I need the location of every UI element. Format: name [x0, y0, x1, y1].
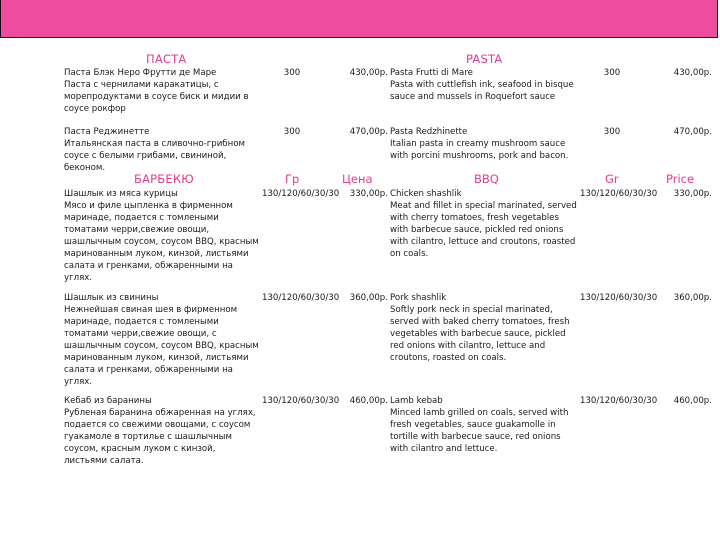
- bbq-heading-ru: БАРБЕКЮ: [134, 172, 194, 186]
- item-name: Паста Реджинетте: [64, 127, 150, 137]
- item-description: Рубленая баранина обжаренная на углях, подается со свежими овощами, с соусом гуакамоле в тортилье с шашлычным соусом, красным луком с кинзой, листьями салата.: [64, 408, 256, 466]
- menu-item-en: [390, 67, 578, 103]
- item-weight: 130/120/60/30/30: [580, 396, 658, 406]
- item-name: Pasta Frutti di Mare: [390, 68, 473, 78]
- item-price: 470,00р.: [349, 127, 388, 137]
- item-weight: 130/120/60/30/30: [262, 396, 340, 406]
- item-price: 360,00р.: [673, 293, 712, 303]
- price-header-en: Price: [666, 172, 695, 186]
- item-name: Pasta Redzhinette: [390, 127, 468, 137]
- price-header-ru: Цена: [342, 172, 373, 186]
- item-description: Meat and fillet in special marinated, served with cherry tomatoes, fresh vegetables with barbecue sauce, pickled red onions with cilantro, lettuce and croutons, roasted on coals.: [390, 201, 577, 259]
- item-name: Паста Блэк Неро Фрутти де Маре: [64, 68, 217, 78]
- menu-item-en: [390, 395, 578, 455]
- item-weight: 300: [283, 127, 301, 137]
- item-price: 470,00р.: [673, 127, 712, 137]
- item-weight: 300: [603, 68, 621, 78]
- menu-item-ru: [64, 188, 259, 284]
- menu-item-ru: [64, 292, 259, 388]
- item-weight: 300: [283, 68, 301, 78]
- item-description: Нежнейшая свиная шея в фирменном маринаде, подается с томлеными томатами черри,свежие овощи, с шашлычным соусом, соусом BBQ, красным маринованным луком, кинзой, листьями салата и гренками, обжаренными на углях.: [64, 305, 259, 387]
- gr-header-ru: Гр: [285, 172, 300, 186]
- menu-item-ru: [64, 126, 269, 174]
- item-weight: 130/120/60/30/30: [580, 293, 658, 303]
- item-price: 430,00р.: [673, 68, 712, 78]
- item-weight: 130/120/60/30/30: [262, 293, 340, 303]
- item-weight: 130/120/60/30/30: [262, 189, 340, 199]
- item-description: Softly pork neck in special marinated, served with baked cherry tomatoes, fresh vegetables with barbecue sauce, pickled red onions with cilantro, lettuce and croutons, roasted on coals.: [390, 305, 570, 363]
- item-price: 330,00р.: [349, 189, 388, 199]
- item-description: Italian pasta in creamy mushroom sauce with porcini mushrooms, pork and bacon.: [390, 139, 569, 161]
- bbq-heading-en: BBQ: [474, 172, 499, 186]
- item-name: Pork shashlik: [390, 293, 447, 303]
- item-description: Мясо и филе цыпленка в фирменном маринаде, подается с томлеными томатами черри,свежие овощи, шашлычным соусом, соусом BBQ, красным маринованным луком, кинзой, листьями салата и гренками, обжаренными на углях.: [64, 201, 259, 283]
- item-name: Шашлык из свинины: [64, 293, 159, 303]
- item-price: 460,00р.: [349, 396, 388, 406]
- menu-item-en: [390, 292, 578, 364]
- item-name: Lamb kebab: [390, 396, 443, 406]
- gr-header-en: Gr: [605, 172, 619, 186]
- item-price: 330,00р.: [673, 189, 712, 199]
- header-bar: [0, 0, 718, 38]
- item-description: Pasta with cuttlefish ink, seafood in bisque sauce and mussels in Roquefort sauce: [390, 80, 574, 102]
- menu-item-ru: [64, 395, 259, 467]
- item-price: 460,00р.: [673, 396, 712, 406]
- item-price: 360,00р.: [349, 293, 388, 303]
- item-description: Паста с чернилами каракатицы, с морепродуктами в соусе биск и мидии в соусе рокфор: [64, 80, 249, 114]
- menu-item-en: [390, 126, 578, 162]
- menu-item-ru: [64, 67, 269, 115]
- item-description: Итальянская паста в сливочно-грибном соусе с белыми грибами, свининой, беконом.: [64, 139, 245, 173]
- item-weight: 130/120/60/30/30: [580, 189, 658, 199]
- menu-item-en: [390, 188, 578, 260]
- pasta-heading-en: PASTA: [466, 52, 503, 66]
- pasta-heading-ru: ПАСТА: [146, 52, 187, 66]
- item-weight: 300: [603, 127, 621, 137]
- item-description: Minced lamb grilled on coals, served with fresh vegetables, sauce guakamolle in tortille with barbecue sauce, red onions with cilantro and lettuce.: [390, 408, 569, 454]
- item-name: Шашлык из мяса курицы: [64, 189, 178, 199]
- item-name: Кебаб из баранины: [64, 396, 152, 406]
- item-name: Chicken shashlik: [390, 189, 462, 199]
- item-price: 430,00р.: [349, 68, 388, 78]
